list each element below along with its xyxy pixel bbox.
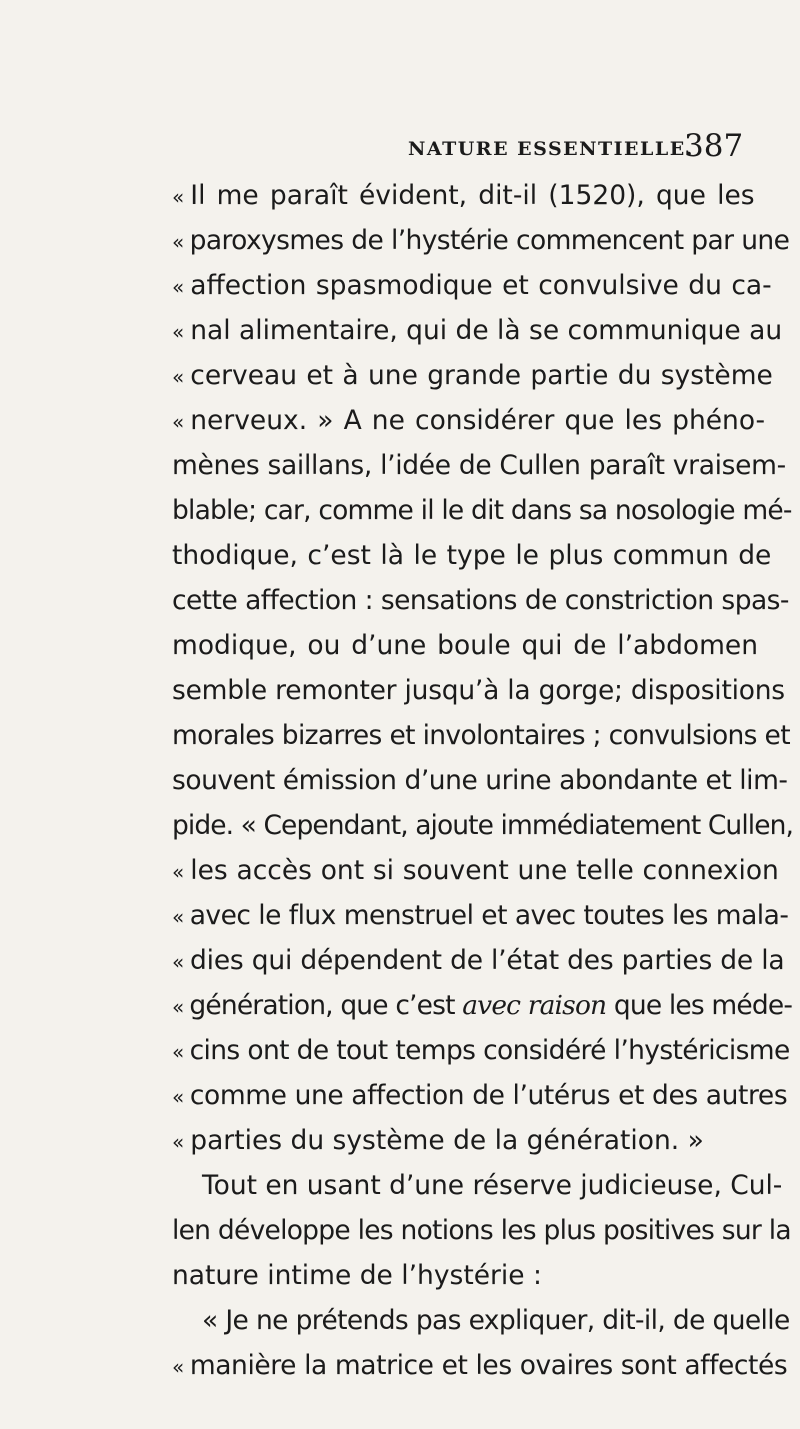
- line-text: modique, ou d’une boule qui de l’abdomen: [172, 630, 759, 661]
- quote-mark: «: [172, 950, 185, 974]
- line-text: thodique, c’est là le type le plus commun de: [172, 540, 772, 571]
- text-line: [172, 987, 793, 1025]
- line-text: cerveau et à une grande partie du système: [190, 360, 773, 391]
- text-line: [172, 312, 782, 350]
- line-text: nature intime de l’hystérie :: [172, 1260, 542, 1291]
- italic-phrase: avec raison: [462, 990, 607, 1021]
- text-line: [172, 222, 790, 260]
- line-text: comme une affection de l’utérus et des autres: [189, 1080, 788, 1111]
- line-text: semble remonter jusqu’à la gorge; dispositions: [172, 675, 785, 706]
- line-text: morales bizarres et involontaires ; convulsions et: [172, 720, 790, 751]
- line-text: souvent émission d’une urine abondante et lim-: [172, 765, 788, 796]
- text-line: [172, 1122, 782, 1160]
- text-line: [172, 582, 789, 620]
- quote-mark: «: [172, 365, 185, 389]
- line-text: Il me paraît évident, dit-il (1520), que les: [190, 180, 755, 211]
- line-text: paroxysmes de l’hystérie commencent par une: [189, 225, 790, 256]
- text-line: [172, 1032, 790, 1070]
- text-line: [172, 402, 782, 440]
- line-text-after: que les méde-: [606, 990, 793, 1021]
- line-text: nerveux. » A ne considérer que les phéno-: [190, 405, 766, 436]
- text-line: [172, 357, 782, 395]
- line-text: cette affection : sensations de constriction spas-: [172, 585, 789, 616]
- running-title: NATURE ESSENTIELLE.: [408, 138, 694, 160]
- line-text: dies qui dépendent de l’état des parties de la: [190, 945, 785, 976]
- line-text: « Je ne prétends pas expliquer, dit-il, de quelle: [202, 1305, 790, 1336]
- line-text: blable; car, comme il le dit dans sa nosologie mé-: [172, 495, 792, 526]
- quote-mark: «: [172, 860, 185, 884]
- line-text: affection spasmodique et convulsive du ca-: [190, 270, 772, 301]
- line-text: les accès ont si souvent une telle connexion: [190, 855, 779, 886]
- line-text: pide. « Cependant, ajoute immédiatement Cullen,: [172, 810, 793, 841]
- text-line: [202, 1167, 782, 1205]
- text-line: [172, 177, 782, 215]
- quote-mark: «: [172, 1355, 184, 1379]
- text-line: [172, 492, 792, 530]
- quote-mark: «: [172, 995, 184, 1019]
- text-line: [202, 1302, 790, 1340]
- line-text: parties du système de la génération. »: [190, 1125, 704, 1156]
- line-text: manière la matrice et les ovaires sont affectés: [189, 1350, 788, 1381]
- line-text-before: génération, que c’est: [189, 990, 463, 1021]
- text-line: [172, 267, 782, 305]
- quote-mark: «: [172, 1085, 184, 1109]
- text-line: [172, 1077, 788, 1115]
- text-line: [172, 537, 782, 575]
- text-line: [172, 1347, 788, 1385]
- text-line: [172, 1257, 782, 1295]
- quote-mark: «: [172, 905, 184, 929]
- text-line: [172, 807, 793, 845]
- text-line: [172, 672, 785, 710]
- text-line: [172, 942, 785, 980]
- line-text: Tout en usant d’une réserve judicieuse, Cul-: [202, 1170, 783, 1201]
- quote-mark: «: [172, 1130, 185, 1154]
- quote-mark: «: [172, 185, 185, 209]
- text-line: [172, 1212, 791, 1250]
- line-text: len développe les notions les plus positives sur la: [172, 1215, 791, 1246]
- quote-mark: «: [172, 230, 184, 254]
- text-line: [172, 852, 782, 890]
- quote-mark: «: [172, 410, 185, 434]
- text-line: [172, 897, 789, 935]
- text-line: [172, 627, 782, 665]
- line-text: avec le flux menstruel et avec toutes les mala-: [189, 900, 789, 931]
- page-number: 387: [684, 128, 744, 164]
- quote-mark: «: [172, 320, 185, 344]
- quote-mark: «: [172, 275, 185, 299]
- text-line: [172, 447, 786, 485]
- line-text: cins ont de tout temps considéré l’hystéricisme: [189, 1035, 790, 1066]
- text-line: [172, 762, 788, 800]
- quote-mark: «: [172, 1040, 184, 1064]
- line-text: nal alimentaire, qui de là se communique au: [190, 315, 783, 346]
- text-line: [172, 717, 790, 755]
- line-text: mènes saillans, l’idée de Cullen paraît vraisem-: [172, 450, 786, 481]
